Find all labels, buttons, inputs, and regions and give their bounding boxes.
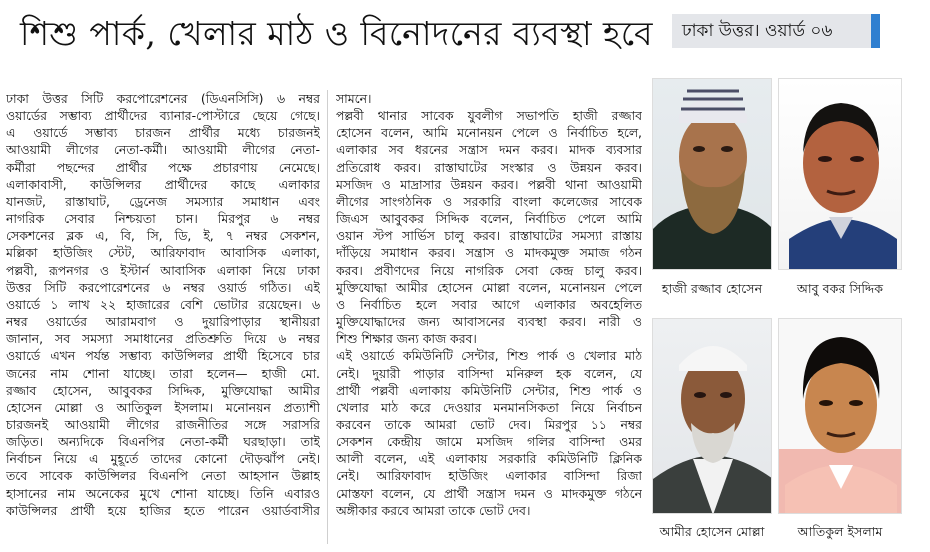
text-line: লীগের সাংগঠনিক ও সরকারি বাংলা কলেজের সাবেক — [336, 193, 642, 209]
text-line: আওয়ামী লীগের নেতা-কর্মী। আওয়ামী লীগের নেতা- — [6, 142, 320, 158]
text-line: ওয়ার্ডের সম্ভাব্য প্রার্থীদের ব্যানার-পোস্টারে ছেয়ে গেছে। — [6, 108, 320, 124]
photo-caption-2: আবু বকর সিদ্দিক — [796, 281, 884, 296]
text-line: ওয়ান স্টপ সার্ভিস চালু করব। রাস্তাঘাটের সমস্যা রাস্তায় — [336, 228, 642, 244]
text-line: খেলার মাঠ করে দেওয়ার মনমানসিকতা নিয়ে নির্বাচন — [336, 399, 642, 415]
column-divider — [327, 90, 328, 544]
text-line: দাঁড়িয়ে সমাধান করব। সন্ত্রাস ও মাদকমুক্ত সমাজ গঠন — [336, 245, 642, 261]
candidate-photo-2 — [778, 78, 902, 270]
photo-caption-3: আমীর হোসেন মোল্লা — [659, 524, 765, 539]
text-line: করবেন তাকে আমরা ভোট দেব। মিরপুর ১১ নম্বর — [336, 416, 642, 432]
text-line: নির্বাচন নিয়ে এ মুহূর্তে তাদের কোনো দৌড়ঝাঁপ নেই। — [6, 451, 320, 467]
text-line: মুক্তিযোদ্ধাদের জন্য আবাসনের ব্যবস্থা করব। নারী ও — [336, 314, 642, 330]
text-line: প্রতিরোধ করব। রাস্তাঘাটের সংস্কার ও উন্নয়ন করব। — [336, 159, 642, 175]
text-line: হোসেন মোল্লা ও আতিকুল ইসলাম। মনোনয়ন প্রত্যাশী — [6, 399, 320, 415]
text-line: অঙ্গীকার করবে আমরা তাকে ভোট দেব। — [336, 502, 531, 518]
text-line: জড়িত। অন্যদিকে বিএনপির নেতা-কর্মী ঘরছাড়া। তাই — [6, 434, 320, 450]
candidate-photo-3 — [652, 318, 772, 514]
candidate-photo-4 — [778, 318, 902, 514]
text-line: মল্লিকা হাউজিং স্টেট, আরিফাবাদ আবাসিক এলাকা, — [6, 245, 320, 261]
text-line: ও নির্বাচিত হলে সবার আগে এলাকার অবহেলিত — [336, 296, 642, 312]
text-line: জানান, সব সমস্যা সমাধানের প্রতিশ্রুতি দিয়ে ৬ নম্বর — [6, 331, 320, 347]
text-line: এলাকাবাসী, কাউন্সিলর প্রার্থীদের কাছে এলাকার — [6, 176, 320, 192]
tag-accent-bar — [871, 14, 880, 48]
text-line: নেই। আরিফাবাদ হাউজিং এলাকার বাসিন্দা রিজা — [336, 468, 642, 484]
section-tag-label: ঢাকা উত্তর। ওয়ার্ড ০৬ — [682, 21, 833, 41]
text-line: নেই। দুয়ারী পাড়ার বাসিন্দা মনিরুল হক বলেন, যে — [336, 365, 642, 381]
text-line: মোস্তফা বলেন, যে প্রার্থী সন্ত্রাস দমন ও মাদকমুক্ত গঠনে — [336, 485, 642, 501]
text-line: ওয়ার্ডে ১ লাখ ২২ হাজারের বেশি ভোটার রয়েছেন। ৬ — [6, 296, 320, 312]
text-line: করব। প্রবীণদের নিয়ে নাগরিক সেবা কেন্দ্র চালু করব। — [336, 262, 642, 278]
text-line: পল্লবী, রূপনগর ও ইস্টার্ন আবাসিক এলাকা নিয়ে ঢাকা — [6, 262, 320, 278]
photo-caption-1: হাজী রজ্জাব হোসেন — [661, 281, 763, 296]
text-line: সেকশন কেন্দ্রীয় জামে মসজিদ গলির বাসিন্দা ওমর — [336, 434, 642, 450]
candidate-photo-1 — [652, 78, 772, 270]
photo-caption-4: আতিকুল ইসলাম — [797, 524, 883, 539]
headline: শিশু পার্ক, খেলার মাঠ ও বিনোদনের ব্যবস্থা হবে — [20, 14, 653, 53]
text-line: কাউন্সিলর প্রার্থী হয়ে হাজির হতে পারেন ওয়ার্ডবাসীর — [6, 502, 320, 518]
text-line: হোসেন বলেন, আমি মনোনয়ন পেলে ও নির্বাচিত হলে, — [336, 125, 642, 141]
text-line: হাসানের নাম অনেকের মুখে শোনা যাচ্ছে। তিনি এবারও — [6, 485, 320, 501]
text-line: এই ওয়ার্ডে কমিউনিটি সেন্টার, শিশু পার্ক ও খেলার মাঠ — [336, 348, 642, 364]
text-line: নাগরিক সেবার নিশ্চয়তা চান। মিরপুর ৬ নম্বর — [6, 211, 320, 227]
section-tag — [672, 14, 880, 48]
text-line: রজ্জাব হোসেন, আবুবকর সিদ্দিক, মুক্তিযোদ্ধা আমীর — [6, 382, 320, 398]
text-line: ওয়ার্ডে এখন পর্যন্ত সম্ভাব্য কাউন্সিলর প্রার্থী হিসেবে চার — [6, 348, 320, 364]
text-line: এ ওয়ার্ডে সম্ভাব্য চারজন প্রার্থীর মধ্যে চারজনই — [6, 125, 320, 141]
text-line: তবে সাবেক কাউন্সিলর বিএনপি নেতা আহসান উল্লাহ — [6, 468, 320, 484]
text-line: সামনে। — [336, 91, 372, 106]
text-line: নম্বর ওয়ার্ডের আরামবাগ ও দুয়ারিপাড়ার স্থানীয়রা — [6, 314, 320, 330]
text-line: পল্লবী থানার সাবেক যুবলীগ সভাপতি হাজী রজ্জাব — [336, 108, 642, 124]
text-line: মসজিদ ও মাদ্রাসার উন্নয়ন করব। পল্লবী থানা আওয়ামী — [336, 176, 642, 192]
article-column-2 — [336, 90, 642, 519]
text-line: ঢাকা উত্তর সিটি করপোরেশনের (ডিএনসিসি) ৬ নম্বর — [6, 91, 320, 106]
text-line: জনের নাম শোনা যাচ্ছে। তারা হলেন— হাজী মো. — [6, 365, 320, 381]
text-line: যানজট, রাস্তাঘাট, ড্রেনেজ সমস্যার সমাধান এবং — [6, 193, 320, 209]
text-line: কর্মীরা পছন্দের প্রার্থীর পক্ষে প্রচারণায় নেমেছে। — [6, 159, 320, 175]
text-line: মুক্তিযোদ্ধা আমীর হোসেন মোল্লা বলেন, মনোনয়ন পেলে — [336, 279, 642, 295]
text-line: সেকশনের ব্লক এ, বি, সি, ডি, ই, ৭ নম্বর সেকশন, — [6, 228, 320, 244]
text-line: জিএস আবুবকর সিদ্দিক বলেন, নির্বাচিত পেলে আমি — [336, 211, 642, 227]
text-line: উত্তর সিটি করপোরেশনের ৬ নম্বর ওয়ার্ড গঠিত। এই — [6, 279, 320, 295]
article-column-1 — [6, 90, 320, 519]
text-line: আলী বলেন, এই এলাকায় সরকারি কমিউনিটি ক্লিনিক — [336, 451, 642, 467]
text-line: শিশু শিক্ষার জন্য কাজ করব। — [336, 331, 477, 347]
text-line: চারজনই আওয়ামী লীগের রাজনীতির সঙ্গে সরাসরি — [6, 416, 320, 432]
text-line: এলাকার সব ধরনের সন্ত্রাস দমন করব। মাদক ব্যবসার — [336, 142, 642, 158]
text-line: প্রার্থী পল্লবী এলাকায় কমিউনিটি সেন্টার, শিশু পার্ক ও — [336, 382, 642, 398]
